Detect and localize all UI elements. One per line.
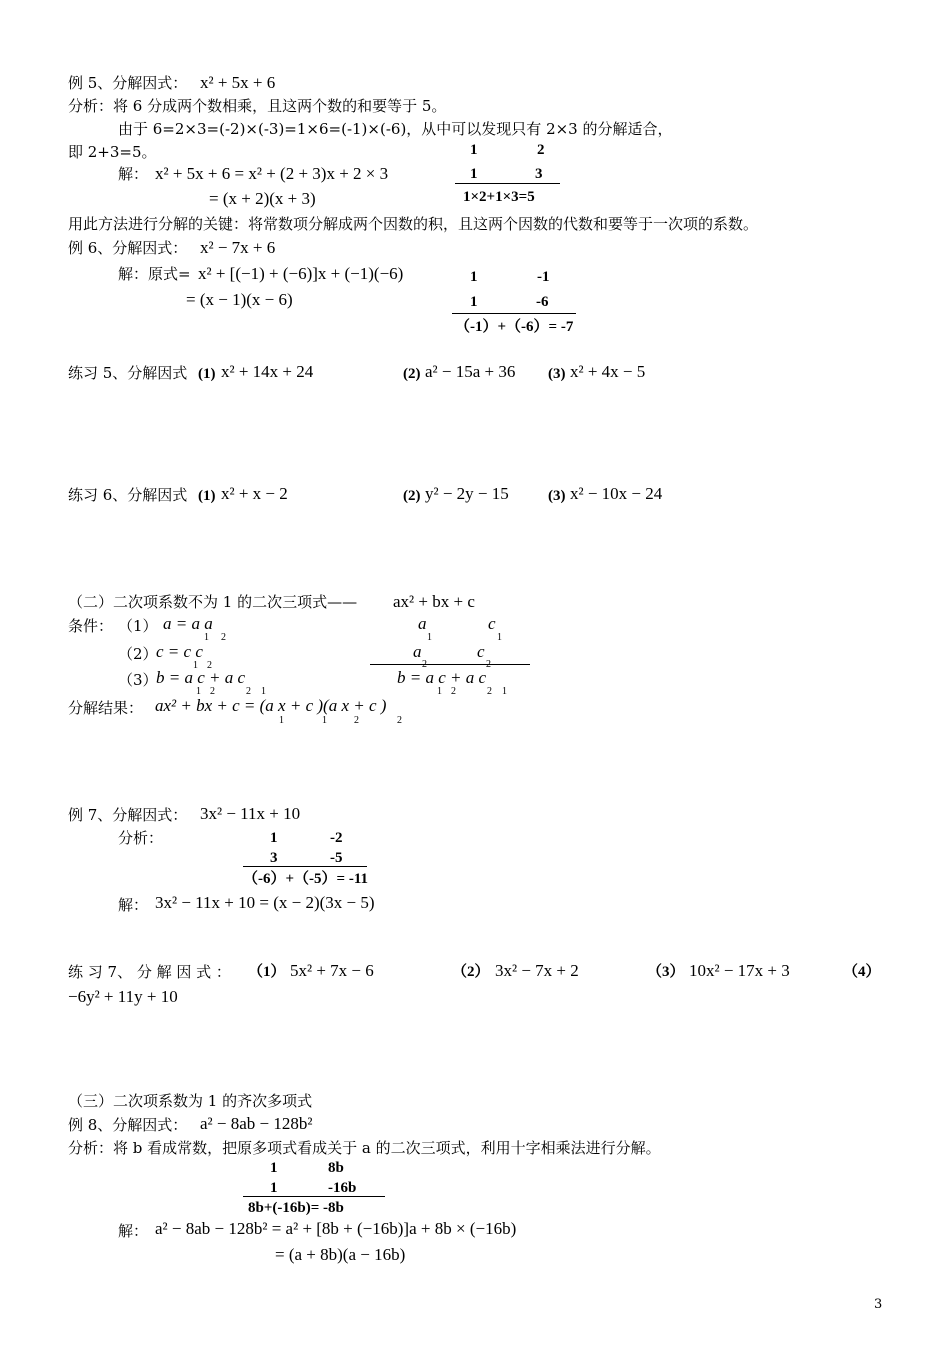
practice5-p1: x² + 14x + 24 [221,362,314,381]
ex7-sol: 3x² − 11x + 10 = (x − 2)(3x − 5) [155,893,375,912]
ex5-sol-line1: x² + 5x + 6 = x² + (2 + 3)x + 2 × 3 [155,164,389,183]
section2-cross-c1-sub: 1 [497,632,502,643]
section2-c3-sub4: 1 [261,686,266,697]
section2-c1: a = a a [163,614,213,633]
ex6-sol-label: 解：原式= [118,265,191,283]
practice5-label: 练习 5、分解因式 [68,364,188,382]
ex8-cross-r2a: 1 [270,1180,278,1196]
ex8-cross-r1b: 8b [328,1160,344,1176]
section2-c3-sub3: 2 [246,686,251,697]
ex6-sol-line2: = (x − 1)(x − 6) [186,290,293,309]
ex8-sol-line2: = (a + 8b)(a − 16b) [275,1245,406,1264]
section2-cross-sum-sub4: 1 [502,686,507,697]
section2-c3-no: （3） [118,671,158,689]
ex7-cross-r1b: -2 [330,830,343,846]
ex5-cross-r1b: 2 [537,142,545,158]
section2-cond-label: 条件： [68,617,114,635]
practice7-p2-no: （2） [452,964,490,980]
section2-cross-c2-sub: 2 [486,659,491,670]
ex8-sol-label: 解： [118,1222,149,1240]
section2-cross-sum-sub3: 2 [487,686,492,697]
section2-cross-line [370,664,530,665]
ex6-cross-r1b: -1 [537,269,550,285]
practice5-p2-no: (2) [403,366,421,382]
ex5-cross-r2b: 3 [535,166,543,182]
ex7-cross-r2b: -5 [330,850,343,866]
practice7-label: 练 习 7、 分 解 因 式 ： [68,963,231,981]
practice7-p4: −6y² + 11y + 10 [68,987,178,1006]
practice6-label: 练习 6、分解因式 [68,486,188,504]
section3-heading: （三）二次项系数为 1 的齐次多项式 [68,1092,313,1110]
practice7-p3: 10x² − 17x + 3 [689,961,790,980]
ex5-sol-label: 解： [118,165,149,183]
ex5-sol-line2: = (x + 2)(x + 3) [209,189,316,208]
section2-result: ax² + bx + c = (a x + c )(a x + c ) [155,696,387,715]
section2-c2: c = c c [156,642,203,661]
section2-cross-sum-sub1: 1 [437,686,442,697]
section2-c2-sub2: 2 [207,660,212,671]
section2-heading: （二）二次项系数不为 1 的二次三项式—— [68,593,358,611]
ex7-cross-sum: （-6）+（-5）= -11 [243,871,369,887]
practice5-p3: x² + 4x − 5 [570,362,646,381]
section2-cross-sum-sub2: 2 [451,686,456,697]
ex8-sol-line1: a² − 8ab − 128b² = a² + [8b + (−16b)]a + 8b × (−16b) [155,1219,517,1238]
practice7-p4-no: （4） [843,964,881,980]
section2-cross-a1-sub: 1 [427,632,432,643]
key-method: 用此方法进行分解的关键：将常数项分解成两个因数的积，且这两个因数的代数和要等于一次项的系数。 [68,215,759,233]
ex6-cross-r1a: 1 [470,269,478,285]
ex7-sol-label: 解： [118,896,149,914]
section2-c1-sub2: 2 [221,632,226,643]
ex5-title: 例 5、分解因式： [68,74,188,92]
practice6-p3: x² − 10x − 24 [570,484,663,503]
ex6-cross-r2b: -6 [536,294,549,310]
ex5-cross-r2a: 1 [470,166,478,182]
section2-cross-a1: a [418,614,427,633]
ex5-cross-r1a: 1 [470,142,478,158]
practice5-p2: a² − 15a + 36 [425,362,516,381]
ex8-analysis: 分析：将 b 看成常数，把原多项式看成关于 a 的二次三项式，利用十字相乘法进行分解。 [68,1139,661,1157]
practice7-p2: 3x² − 7x + 2 [495,961,579,980]
ex8-title: 例 8、分解因式： [68,1116,188,1134]
section2-result-label: 分解结果： [68,699,144,717]
section2-c2-no: （2） [118,645,158,663]
ex5-ie: 即 2+3=5。 [68,143,157,161]
ex6-cross-line [452,313,576,314]
practice6-p1-no: (1) [198,488,216,504]
section2-result-sub4: 2 [397,715,402,726]
ex5-cross-sum: 1×2+1×3=5 [463,189,535,205]
page-number: 3 [874,1297,883,1312]
practice5-p3-no: (3) [548,366,566,382]
ex5-expr: x² + 5x + 6 [200,73,276,92]
practice5-p1-no: (1) [198,366,216,382]
practice7-p1: 5x² + 7x − 6 [290,961,374,980]
practice6-p2: y² − 2y − 15 [425,484,509,503]
section2-heading-expr: ax² + bx + c [393,592,475,611]
practice6-p1: x² + x − 2 [221,484,288,503]
ex6-cross-r2a: 1 [470,294,478,310]
practice6-p2-no: (2) [403,488,421,504]
ex6-expr: x² − 7x + 6 [200,238,276,257]
section2-result-sub3: 2 [354,715,359,726]
ex6-title: 例 6、分解因式： [68,239,188,257]
ex7-expr: 3x² − 11x + 10 [200,804,301,823]
section2-cross-sum: b = a c + a c [397,668,487,687]
section2-c1-sub1: 1 [204,632,209,643]
section2-c3: b = a c + a c [156,668,246,687]
ex8-cross-sum: 8b+(-16b)= -8b [248,1200,344,1216]
section2-cross-c2: c [477,642,485,661]
ex5-analysis: 分析：将 6 分成两个数相乘，且这两个数的和要等于 5。 [68,97,447,115]
section2-cross-a2-sub: 2 [422,659,427,670]
section2-c2-sub1: 1 [193,660,198,671]
ex8-cross-r2b: -16b [328,1180,357,1196]
ex7-analysis-label: 分析： [118,829,164,847]
ex5-since: 由于 6=2×3=(-2)×(-3)=1×6=(-1)×(-6)，从中可以发现只有 2×3 的分解适合， [118,120,673,138]
ex5-cross-line [455,183,560,184]
section2-result-sub2: 1 [322,715,327,726]
practice6-p3-no: (3) [548,488,566,504]
section2-result-sub1: 1 [279,715,284,726]
section2-cross-a2: a [413,642,422,661]
ex6-cross-sum: （-1）+（-6）= -7 [455,319,574,335]
section2-c3-sub2: 2 [210,686,215,697]
ex8-cross-line [243,1196,385,1197]
ex7-title: 例 7、分解因式： [68,806,188,824]
practice7-p1-no: （1） [248,964,286,980]
practice7-p3-no: （3） [647,964,685,980]
ex7-cross-r1a: 1 [270,830,278,846]
ex6-sol-line1: x² + [(−1) + (−6)]x + (−1)(−6) [198,264,404,283]
ex8-expr: a² − 8ab − 128b² [200,1114,313,1133]
section2-c3-sub1: 1 [196,686,201,697]
section2-c1-no: （1） [118,617,158,635]
ex7-cross-line [243,866,367,867]
ex7-cross-r2a: 3 [270,850,278,866]
ex8-cross-r1a: 1 [270,1160,278,1176]
section2-cross-c1: c [488,614,496,633]
